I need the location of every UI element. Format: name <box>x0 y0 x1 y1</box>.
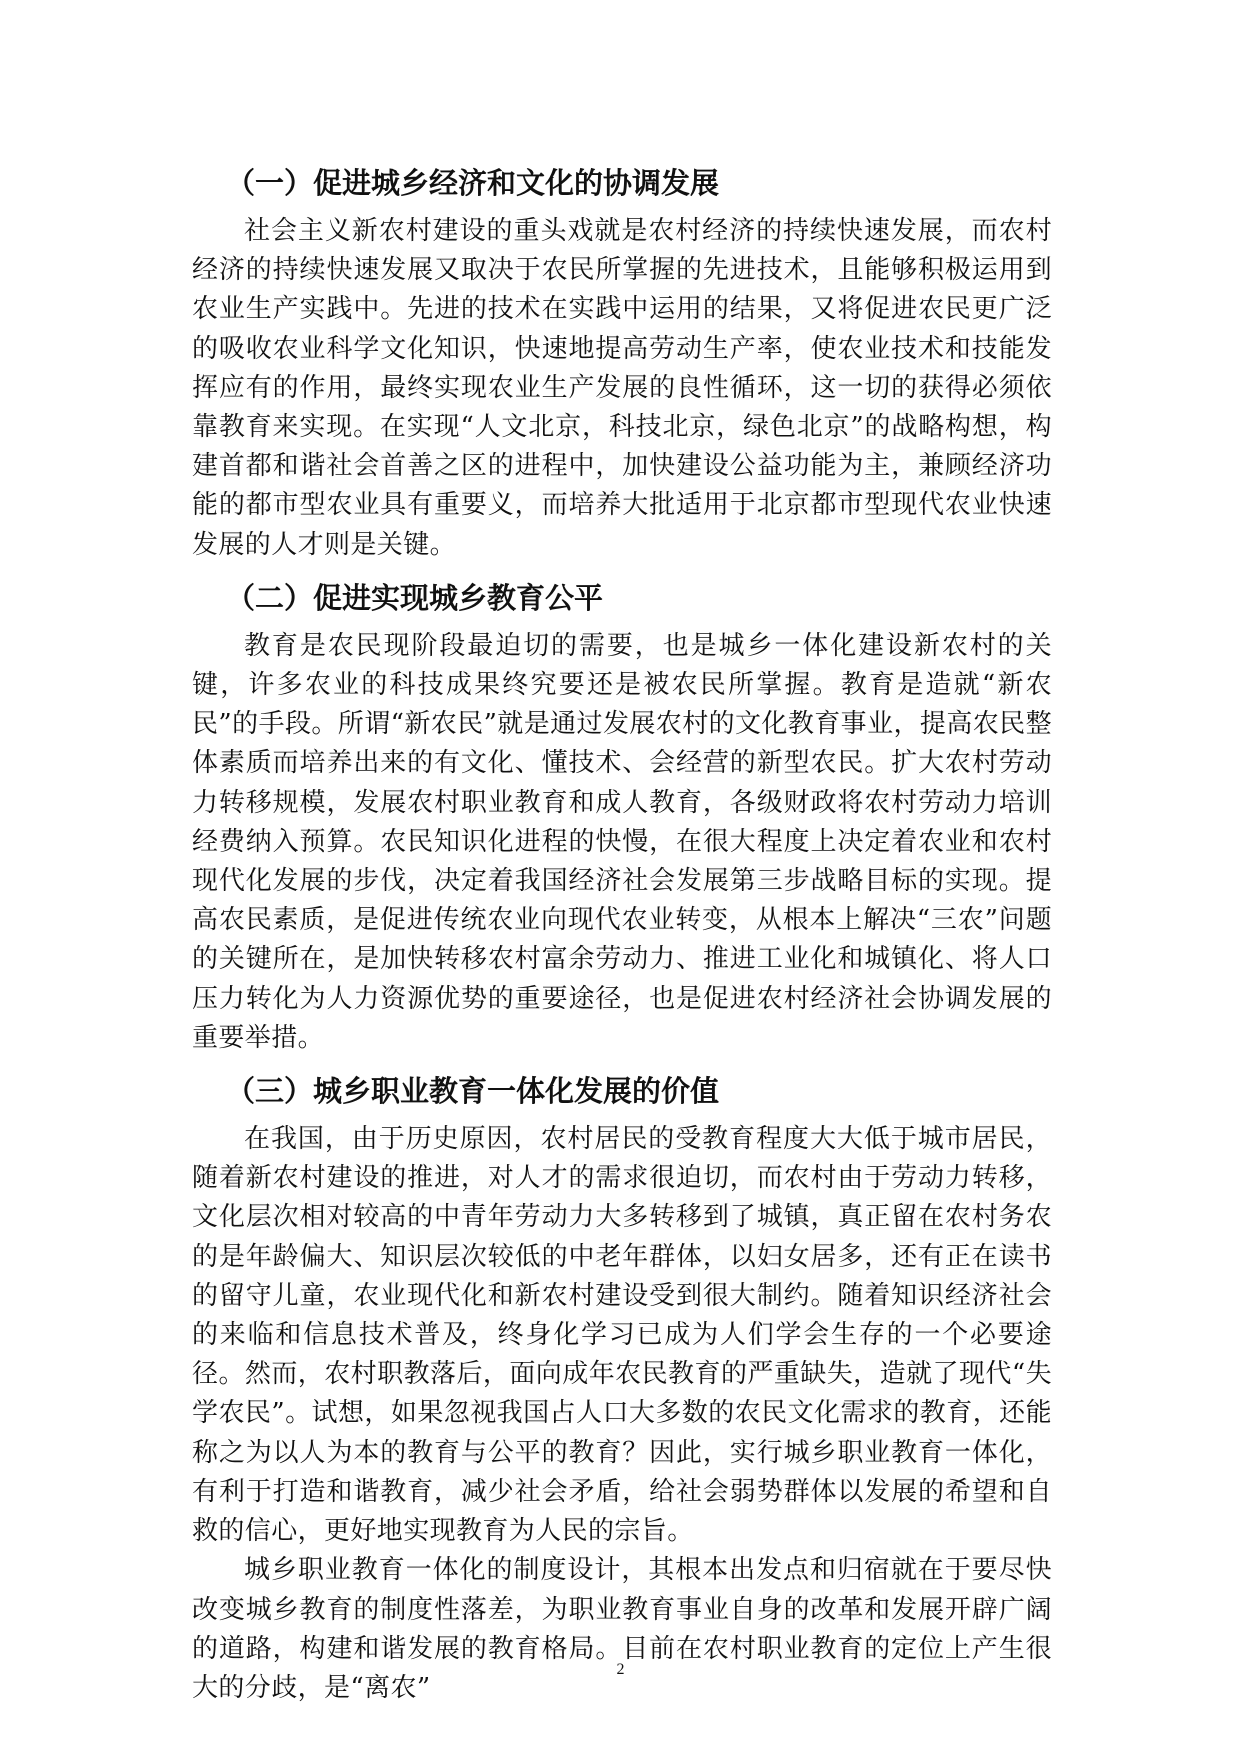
page-body <box>192 160 1052 1708</box>
spacer <box>192 565 1052 575</box>
section-1-paragraph-1: 社会主义新农村建设的重头戏就是农村经济的持续快速发展，而农村经济的持续快速发展又取决于农民所掌握的先进技术，且能够积极运用到农业生产实践中。先进的技术在实践中运用的结果，又将促进农民更广泛的吸收农业科学文化知识，快速地提高劳动生产率，使农业技术和技能发挥应有的作用，最终实现农业生产发展的良性循环，这一切的获得必须依靠教育来实现。在实现“人文北京，科技北京，绿色北京”的战略构想，构建首都和谐社会首善之区的进程中，加快建设公益功能为主，兼顾经济功能的都市型农业具有重要义，而培养大批适用于北京都市型现代农业快速发展的人才则是关键。 <box>192 216 1052 560</box>
page-number: 2 <box>616 1661 625 1678</box>
section-heading-2: （二）促进实现城乡教育公平 <box>226 580 604 615</box>
section-heading-1: （一）促进城乡经济和文化的协调发展 <box>226 166 720 200</box>
spacer <box>192 1058 1052 1068</box>
section-3-paragraph-1: 在我国，由于历史原因，农村居民的受教育程度大大低于城市居民，随着新农村建设的推进，对人才的需求很迫切，而农村由于劳动力转移，文化层次相对较高的中青年劳动力大多转移到了城镇，真正留在农村务农的是年龄偏大、知识层次较低的中老年群体，以妇女居多，还有正在读书的留守儿童，农业现代化和新农村建设受到很大制约。随着知识经济社会的来临和信息技术普及，终身化学习已成为人们学会生存的一个必要途径。然而，农村职教落后，面向成年农民教育的严重缺失，造就了现代“失学农民”。试想，如果忽视我国占人口大多数的农民文化需求的教育，还能称之为以人为本的教育与公平的教育？因此，实行城乡职业教育一体化，有利于打造和谐教育，减少社会矛盾，给社会弱势群体以发展的希望和自救的信心，更好地实现教育为人民的宗旨。 <box>192 1124 1052 1547</box>
section-2-paragraph-1: 教育是农民现阶段最迫切的需要，也是城乡一体化建设新农村的关键，许多农业的科技成果终究要还是被农民所掌握。教育是造就“新农民”的手段。所谓“新农民”就是通过发展农村的文化教育事业，提高农民整体素质而培养出来的有文化、懂技术、会经营的新型农民。扩大农村劳动力转移规模，发展农村职业教育和成人教育，各级财政将农村劳动力培训经费纳入预算。农民知识化进程的快慢，在很大程度上决定着农业和农村现代化发展的步伐，决定着我国经济社会发展第三步战略目标的实现。提高农民素质，是促进传统农业向现代农业转变，从根本上解决“三农”问题的关键所在，是加快转移农村富余劳动力、推进工业化和城镇化、将人口压力转化为人力资源优势的重要途径，也是促进农村经济社会协调发展的重要举措。 <box>192 630 1052 1053</box>
section-3-paragraph-2: 城乡职业教育一体化的制度设计，其根本出发点和归宿就在于要尽快改变城乡教育的制度性落差，为职业教育事业自身的改革和发展开辟广阔的道路，构建和谐发展的教育格局。目前在农村职业教育的定位上产生很大的分歧，是“离农” <box>192 1555 1052 1703</box>
section-heading-3: （三）城乡职业教育一体化发展的价值 <box>226 1074 720 1109</box>
